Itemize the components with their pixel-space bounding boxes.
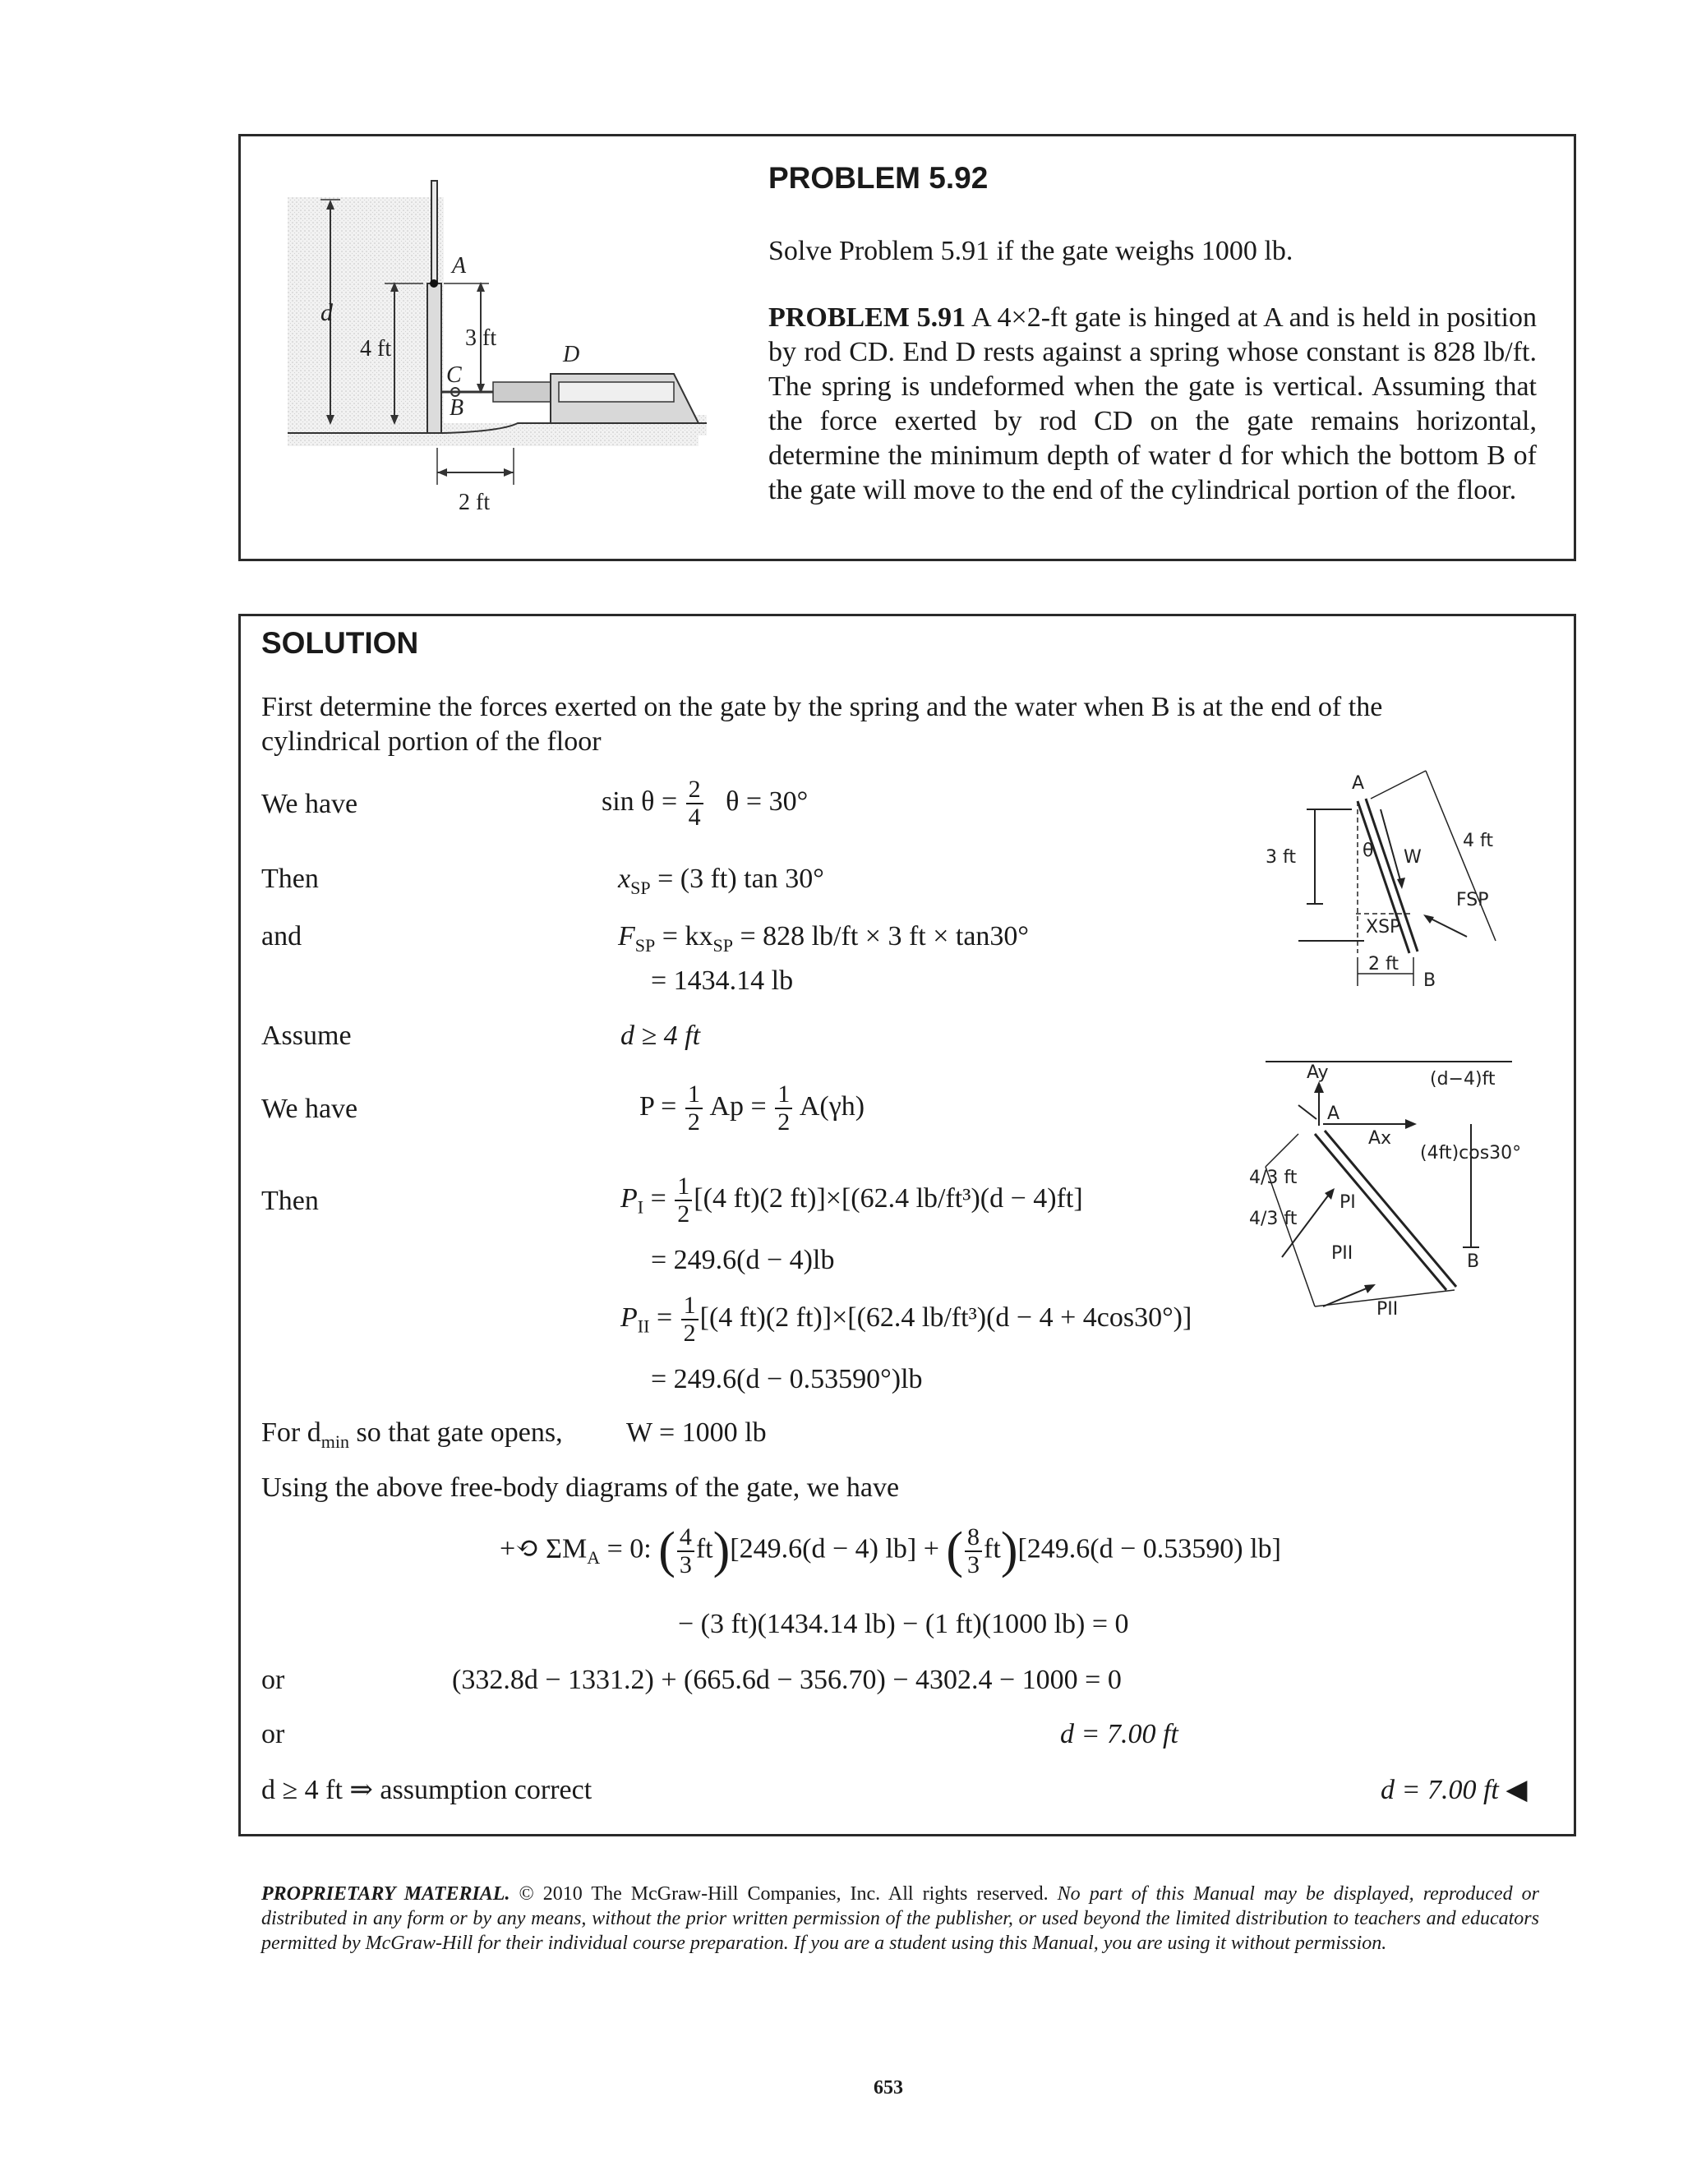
solution-heading: SOLUTION <box>261 626 419 660</box>
label-we-have-2: We have <box>261 1094 358 1124</box>
final-answer: d = 7.00 ft ◀ <box>1381 1775 1528 1805</box>
fig-label-3ft: 3 ft <box>465 325 497 351</box>
sketch-label-theta: θ <box>1363 841 1374 861</box>
problem-heading: PROBLEM 5.92 <box>768 161 989 195</box>
frac-2-4: $\frac{2}{4}$ <box>686 776 703 831</box>
eq-moment: +⟲ $\Sigma M_A = 0$: ( $\frac{4}{3}$ ft)[249.6(d − 4) lb] + ( $\frac{8}{3}$ ft)[249.6(d − 0.53590) lb] <box>500 1523 1281 1578</box>
fig-label-2ft: 2 ft <box>459 490 491 515</box>
fbd-label-p2-upper: PII <box>1331 1243 1353 1264</box>
eq-p2: $P_{II}$ = $\frac{1}{2}$ [(4 ft)(2 ft)]×[(62.4 lb/ft³)(d − 4 + 4cos30°)] <box>620 1292 1192 1347</box>
sketch-gate-geometry <box>1266 764 1545 1027</box>
problem-statement: Solve Problem 5.91 if the gate weighs 1000 lb. <box>768 236 1293 266</box>
fig-label-a: A <box>452 253 467 279</box>
eq-expanded: (332.8d − 1331.2) + (665.6d − 356.70) − 4302.4 − 1000 = 0 <box>452 1665 1122 1695</box>
label-we-have-1: We have <box>261 789 358 819</box>
eq-d-value: d = 7.00 ft <box>1060 1719 1178 1749</box>
sketch-label-4ft: 4 ft <box>1463 831 1493 851</box>
eq-fsp: $F_{SP} = kx_{SP} = 828$ lb/ft × 3 ft × tan30° <box>618 921 1030 956</box>
fbd-label-b: B <box>1467 1251 1480 1272</box>
label-or-1: or <box>261 1665 285 1695</box>
solution-intro: First determine the forces exerted on the gate by the spring and the water when B is at the end of the cylindrical portion of the floor <box>261 692 1383 757</box>
label-for-dmin: For $d_{min}$ so that gate opens, <box>261 1417 563 1452</box>
page-number: 653 <box>874 2077 903 2099</box>
fbd-label-p2: PII <box>1376 1299 1399 1320</box>
label-then-2: Then <box>261 1186 319 1216</box>
eq-fsp-value: = 1434.14 lb <box>651 965 794 996</box>
eq-weight: W = 1000 lb <box>626 1417 767 1448</box>
gate-figure <box>279 177 723 538</box>
eq-xsp: $x_{SP} = (3$ ft) tan 30° <box>618 864 824 898</box>
copyright-footer <box>261 1882 1539 1956</box>
sketch-label-b: B <box>1423 970 1436 991</box>
footer-label: PROPRIETARY MATERIAL. <box>261 1883 510 1905</box>
label-using-fbd: Using the above free-body diagrams of the gate, we have <box>261 1472 900 1503</box>
fbd-label-ax: Ax <box>1368 1128 1392 1149</box>
sketch-label-w: W <box>1404 847 1422 868</box>
eq-sin-theta: sin θ = $\frac{2}{4}$ θ = 30° <box>602 776 809 831</box>
fbd-label-43ft: 4/3 ft <box>1249 1168 1298 1188</box>
eq-pressure-force: P = $\frac{1}{2}$ Ap = $\frac{1}{2}$ A(γh) <box>639 1080 865 1136</box>
fbd-label-cos: (4ft)cos30° <box>1420 1143 1522 1163</box>
sketch-label-fsp: FSP <box>1456 890 1489 910</box>
eq-p1: $P_I$ = $\frac{1}{2}$ [(4 ft)(2 ft)]×[(62.4 lb/ft³)(d − 4)ft] <box>620 1173 1083 1228</box>
footer-notice: © 2010 The McGraw-Hill Companies, Inc. All rights reserved. <box>510 1883 1058 1905</box>
sketch-label-3ft: 3 ft <box>1266 847 1296 868</box>
sketch-label-a: A <box>1352 773 1365 794</box>
fbd-label-a: A <box>1327 1104 1340 1124</box>
label-then-1: Then <box>261 864 319 894</box>
problem-591-body: A 4×2-ft gate is hinged at A and is held in position by rod CD. End D rests against a spring whose constant is 828 lb/ft. The spring is undeformed when the gate is vertical. Assuming that the force exerted by rod CD on the gate remains horizontal, determine the minimum depth of water d for which the bottom B of the gate will move to the end of the cylindrical portion of the floor. <box>768 302 1538 505</box>
fig-label-d-end: D <box>563 342 580 367</box>
footer-warning: No part of this Manual may be displayed, reproduced or distributed in any form or by any means, without the prior written permission of the publisher, or used beyond the limited distribution to teachers and educators permitted by McGraw-Hill for their individual course preparation. If you are a student using this Manual, you are using it without permission. <box>261 1883 1539 1954</box>
eq-p1-value: = 249.6(d − 4)lb <box>651 1245 835 1275</box>
label-or-2: or <box>261 1719 285 1749</box>
fbd-label-p1: PI <box>1339 1192 1356 1213</box>
fig-label-d: d <box>320 299 333 326</box>
sketch-label-2ft: 2 ft <box>1368 954 1399 975</box>
eq-p2-value: = 249.6(d − 0.53590°)lb <box>651 1364 923 1394</box>
fbd-label-83ft: 4/3 ft <box>1249 1209 1298 1229</box>
problem-591-label: PROBLEM 5.91 <box>768 302 966 333</box>
fig-label-b: B <box>450 395 464 421</box>
eq-moment-line2: − (3 ft)(1434.14 lb) − (1 ft)(1000 lb) = 0 <box>678 1609 1129 1639</box>
sketch-label-xsp: XSP <box>1366 917 1401 938</box>
problem-591-text <box>768 301 1537 508</box>
fbd-label-ay: Ay <box>1307 1062 1329 1083</box>
sketch-free-body-diagram <box>1233 1044 1578 1339</box>
label-and: and <box>261 921 302 951</box>
fbd-label-d4: (d−4)ft <box>1430 1069 1496 1090</box>
fig-label-c: C <box>446 362 462 388</box>
fig-label-4ft: 4 ft <box>360 336 392 362</box>
label-assume: Assume <box>261 1021 352 1051</box>
eq-assume: d ≥ 4 ft <box>620 1021 701 1051</box>
eq-assumption-check: d ≥ 4 ft ⇒ assumption correct <box>261 1775 593 1805</box>
